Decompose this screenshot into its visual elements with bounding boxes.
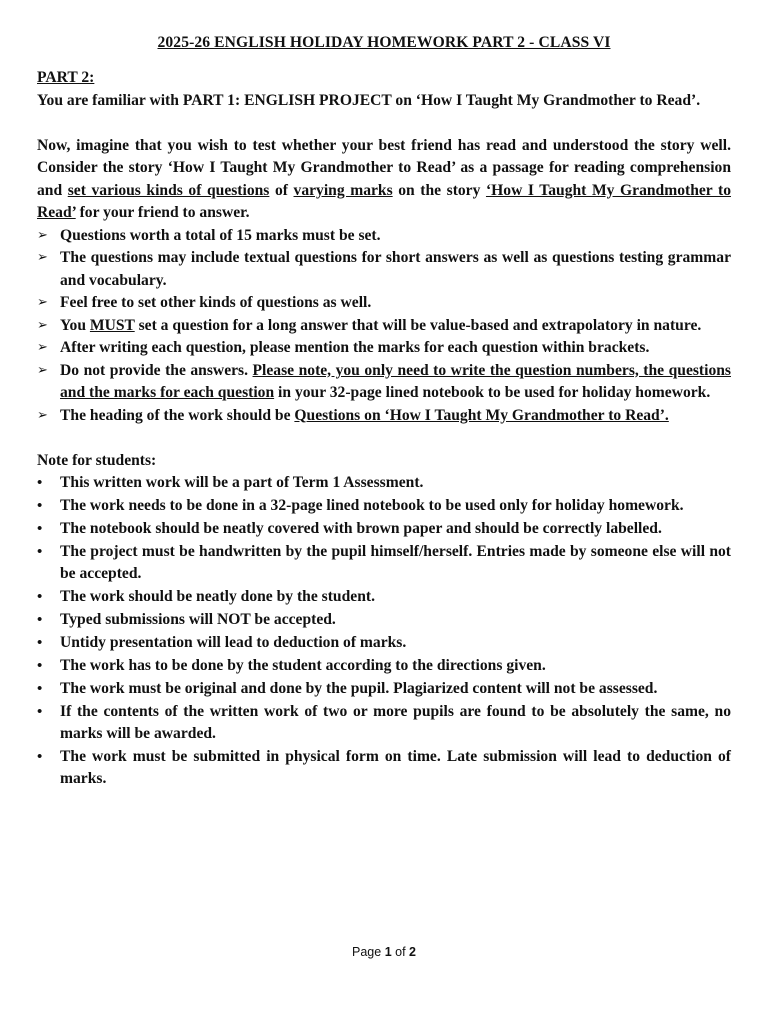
part-heading: PART 2: — [37, 69, 95, 86]
bullet-icon: • — [37, 657, 43, 674]
bullet-icon: • — [37, 543, 43, 560]
instruction-item — [37, 292, 731, 315]
footer-of-word: of — [395, 945, 406, 959]
instruction-item — [37, 225, 731, 248]
instruction-text: Feel free to set other kinds of questions as well. — [60, 294, 372, 311]
notes-heading: Note for students: — [37, 451, 157, 469]
task-underline-1: set various kinds of questions — [67, 181, 270, 199]
note-text: The work must be submitted in physical form on time. Late submission will lead to deduction of marks. — [60, 747, 731, 788]
arrow-bullet-icon: ➢ — [37, 407, 48, 423]
arrow-bullet-icon: ➢ — [37, 250, 48, 265]
instruction-emphasis: Please note, you only need to write the question numbers, the questions and the marks for each question — [60, 361, 731, 401]
arrow-bullet-icon: ➢ — [37, 295, 48, 310]
note-text: The work should be neatly done by the student. — [60, 588, 375, 606]
instruction-text: The questions may include textual questions for short answers as well as questions testing grammar and vocabulary. — [60, 249, 731, 289]
task-text-1: Now, imagine that you wish to test whether your best friend has read and understood the story well. Consider the story ‘How I Taught My Grandmother to Read’ as a passage for reading comprehension and — [37, 136, 731, 199]
task-text-3: on the story — [392, 181, 486, 199]
arrow-bullet-icon: ➢ — [37, 340, 48, 355]
note-text: The work must be original and done by the pupil. Plagiarized content will not be assessed. — [60, 679, 658, 697]
instruction-emphasis: Questions on ‘How I Taught My Grandmother to Read’. — [294, 406, 669, 424]
task-paragraph — [37, 135, 731, 225]
instruction-item — [37, 337, 731, 360]
note-item — [37, 495, 731, 518]
footer-current-page: 1 — [384, 945, 392, 959]
instruction-text: in your 32-page lined notebook to be used for holiday homework. — [274, 384, 711, 401]
arrow-bullet-icon: ➢ — [37, 317, 48, 333]
note-text: If the contents of the written work of two or more pupils are found to be absolutely the same, no marks will be awarded. — [60, 702, 731, 743]
note-item — [37, 678, 731, 701]
bullet-icon: • — [37, 703, 43, 720]
bullet-icon: • — [37, 520, 43, 537]
note-item — [37, 632, 731, 655]
note-text: Untidy presentation will lead to deduction of marks. — [60, 633, 407, 651]
note-item — [37, 701, 731, 746]
note-text: The work has to be done by the student according to the directions given. — [60, 656, 546, 674]
notes-list — [37, 472, 731, 791]
instruction-item — [37, 247, 731, 292]
arrow-bullet-icon: ➢ — [37, 362, 48, 378]
note-text: This written work will be a part of Term 1 Assessment. — [60, 474, 424, 491]
note-text: Typed submissions will NOT be accepted. — [60, 610, 336, 628]
task-underline-3: ‘How I Taught My Grandmother to Read’ — [37, 181, 731, 221]
instruction-text: Questions worth a total of 15 marks must be set. — [60, 226, 381, 244]
instruction-text: set a question for a long answer that will be value-based and extrapolatory in nature. — [134, 316, 702, 334]
document-body — [37, 67, 731, 791]
task-text-2: of — [269, 181, 294, 199]
instruction-list — [37, 225, 731, 428]
instruction-text: Do not provide the answers. — [60, 361, 253, 379]
note-item — [37, 655, 731, 678]
note-text: The project must be handwritten by the pupil himself/herself. Entries made by someone else will not be accepted. — [60, 542, 731, 583]
instruction-item — [37, 315, 731, 338]
note-item — [37, 472, 731, 495]
instruction-emphasis: MUST — [89, 316, 135, 334]
bullet-icon: • — [37, 634, 43, 651]
bullet-icon: • — [37, 680, 43, 697]
note-item — [37, 586, 731, 609]
instruction-item — [37, 405, 731, 428]
note-item — [37, 609, 731, 632]
note-text: The work needs to be done in a 32-page lined notebook to be used only for holiday homework. — [60, 496, 684, 514]
bullet-icon: • — [37, 589, 43, 606]
intro-paragraph: You are familiar with PART 1: ENGLISH PROJECT on ‘How I Taught My Grandmother to Read’. — [37, 91, 701, 109]
page-title: 2025-26 ENGLISH HOLIDAY HOMEWORK PART 2 - CLASS VI — [157, 34, 611, 51]
bullet-icon: • — [37, 497, 43, 514]
footer-page-word: Page — [352, 945, 382, 959]
bullet-icon: • — [37, 748, 43, 765]
instruction-text: The heading of the work should be — [60, 406, 295, 424]
task-text-4: for your friend to answer. — [75, 204, 250, 221]
bullet-icon: • — [37, 475, 43, 491]
instruction-text: You — [60, 316, 90, 334]
note-text: The notebook should be neatly covered with brown paper and should be correctly labelled. — [60, 519, 662, 537]
note-item — [37, 541, 731, 586]
note-item — [37, 518, 731, 541]
arrow-bullet-icon: ➢ — [37, 227, 48, 243]
instruction-text: After writing each question, please mention the marks for each question within brackets. — [60, 339, 650, 356]
task-underline-2: varying marks — [293, 181, 393, 199]
page-footer — [0, 945, 768, 959]
footer-total-pages: 2 — [409, 945, 416, 959]
bullet-icon: • — [37, 611, 43, 628]
note-item — [37, 746, 731, 791]
instruction-item — [37, 360, 731, 405]
